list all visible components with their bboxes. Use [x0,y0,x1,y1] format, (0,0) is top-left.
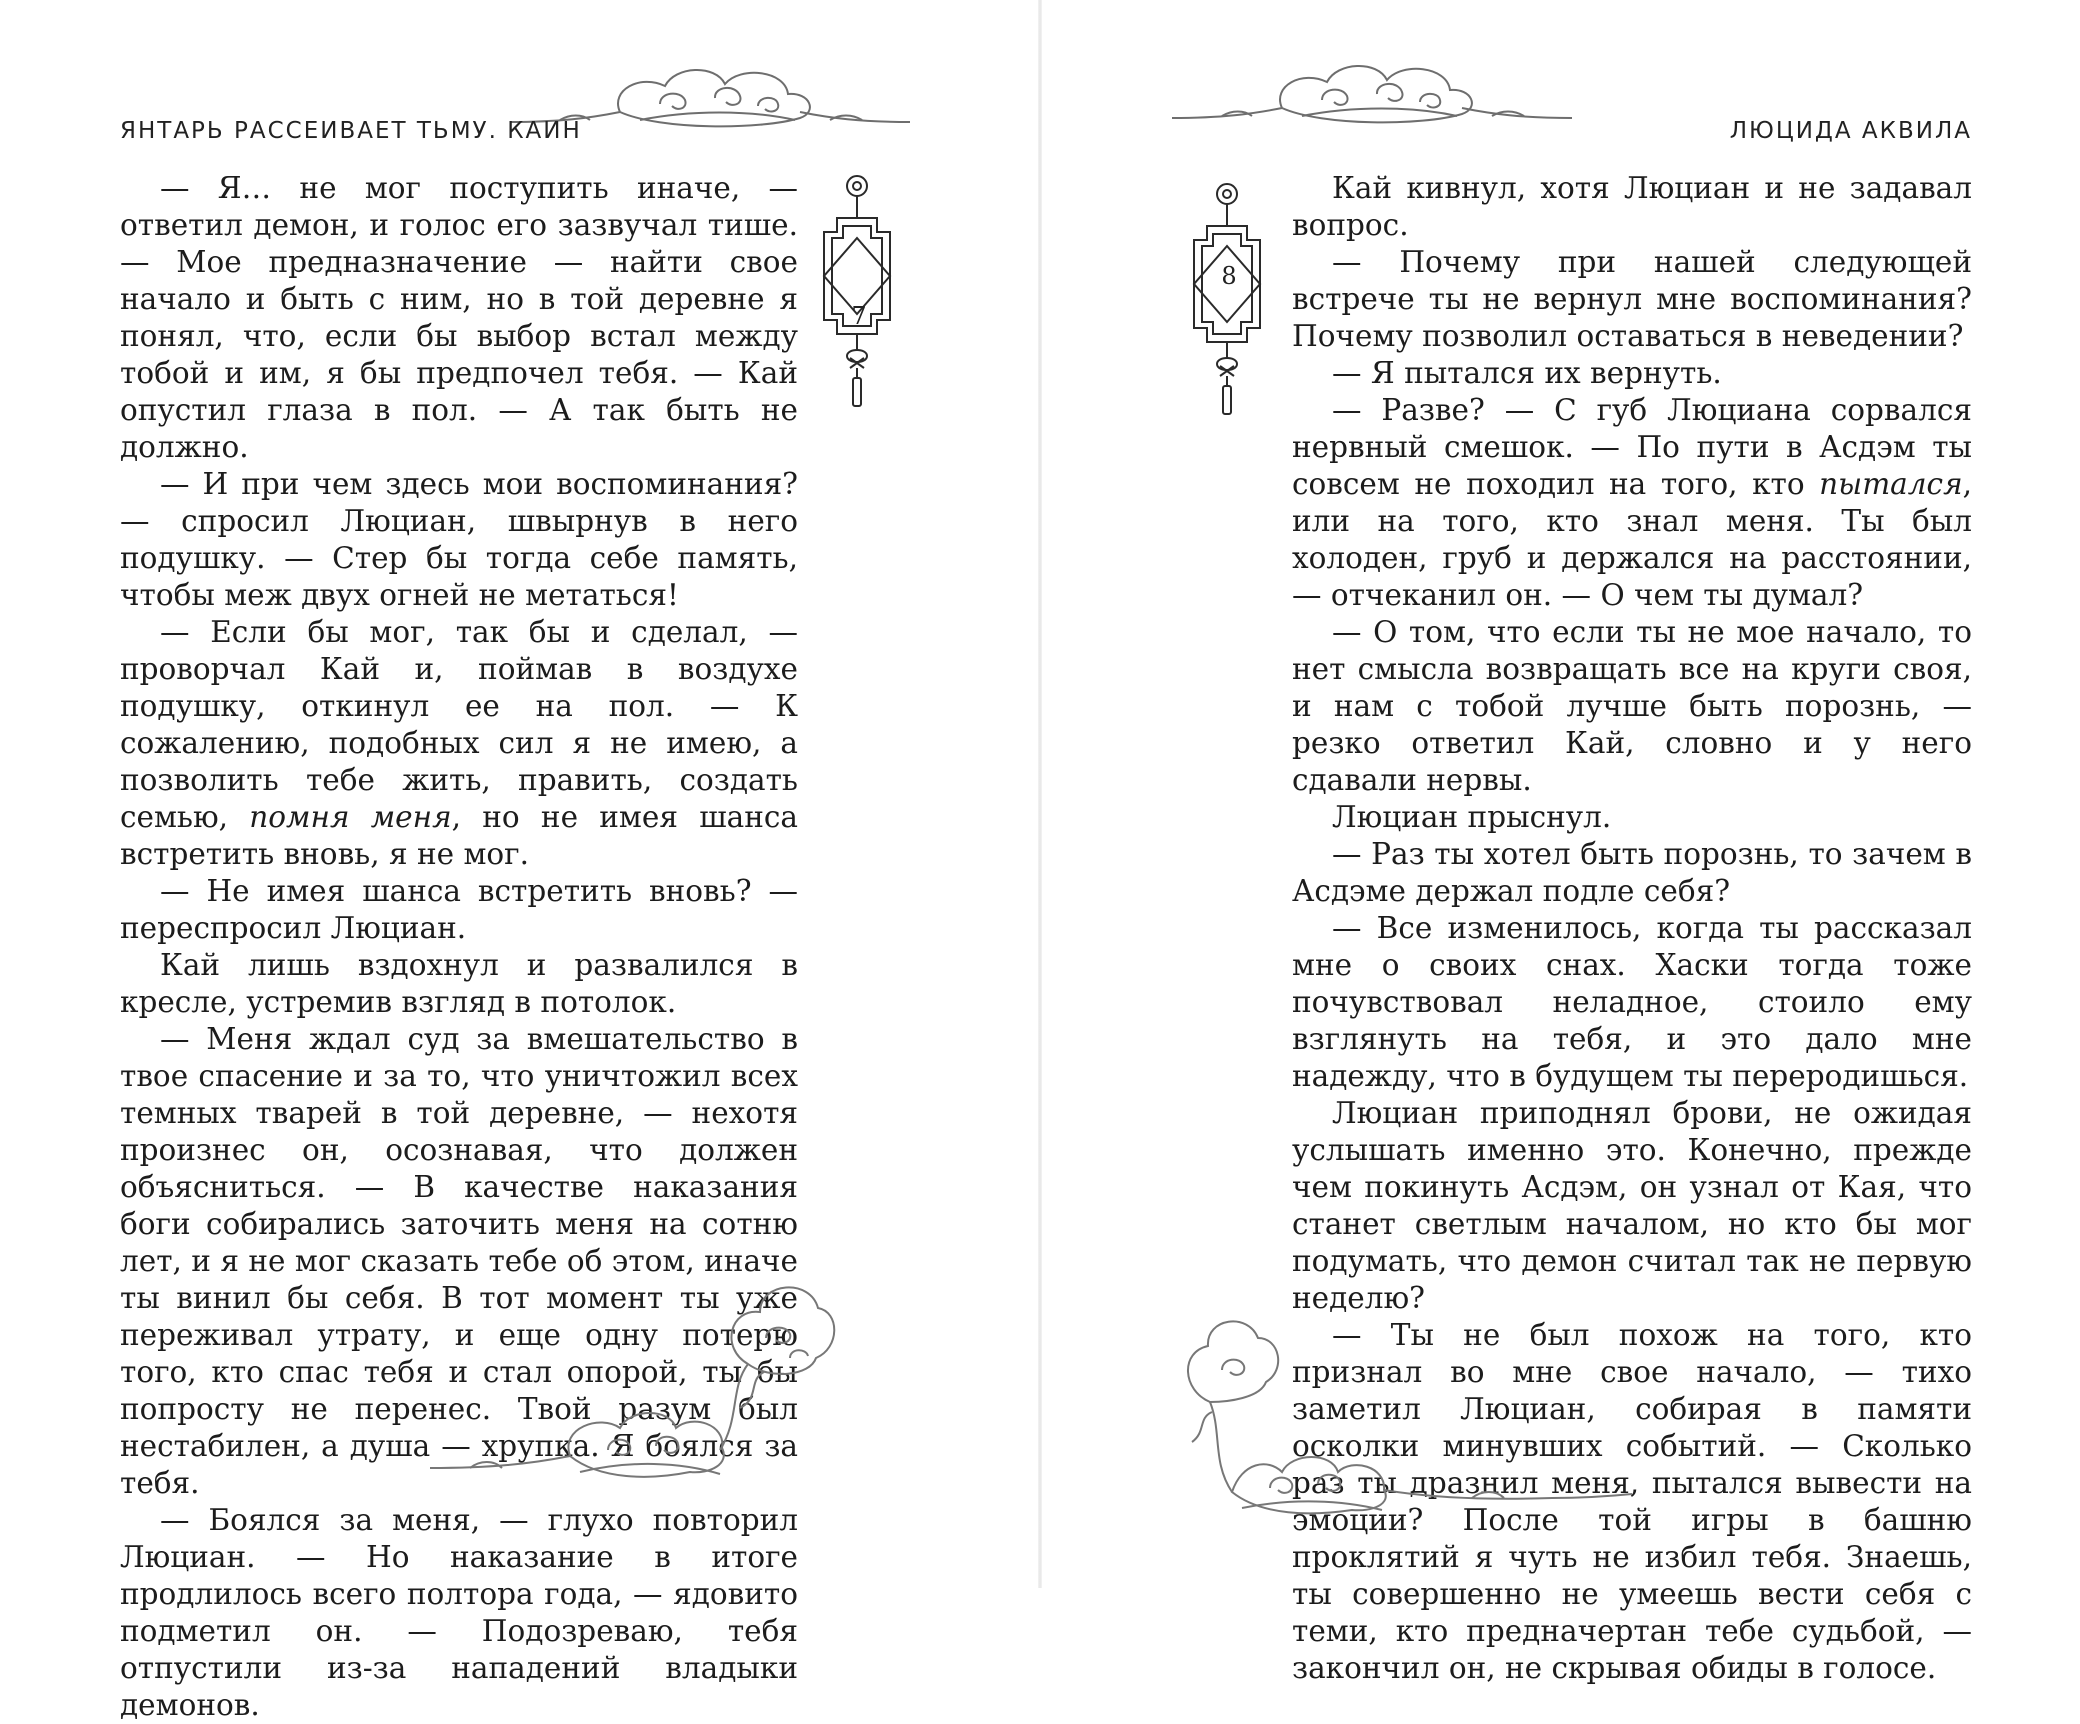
running-head: ЯНТАРЬ РАССЕИВАЕТ ТЬМУ. КАИН [120,118,582,144]
paragraph: — Раз ты хотел быть порознь, то зачем в Асдэме держал подле себя? [1292,837,1972,908]
paragraph: — И при чем здесь мои воспоминания? — спросил Люциан, швырнув в него подушку. — Стер бы тогда себе память, чтобы меж двух огней не метаться! [120,467,798,612]
paragraph [1292,392,1972,614]
paragraph: Люциан приподнял брови, не ожидая услышать именно это. Конечно, прежде чем покинуть Асдэм, он узнал от Кая, что станет светлым началом, но кто бы мог подумать, что демон считал так не первую неделю? [1292,1096,1972,1315]
paragraph: — Почему при нашей следующей встрече ты не вернул мне воспоминания? Почему позволил оставаться в неведении? [1292,245,1972,353]
italic-phrase: помня меня [249,800,452,834]
paragraph: Кай лишь вздохнул и развалился в кресле, устремив взгляд в потолок. [120,948,798,1019]
paragraph-text: — Разве? — С губ Люциана сорвался нервный смешок. — По пути в Асдэм ты совсем не походил на того, кто [1292,393,1972,501]
paragraph-text: , или на того, кто знал меня. Ты был холоден, груб и держался на расстоянии, — отчеканил он. — О чем ты думал? [1292,467,1972,612]
left-page [0,0,1038,1722]
cloud-ornament-corner-icon [430,1268,840,1528]
paragraph: — О том, что если ты не мое начало, то нет смысла возвращать все на круги своя, и нам с тобой лучше быть порознь, — резко ответил Кай, словно и у него сдавали нервы. [1292,615,1972,797]
paragraph: — Меня ждал суд за вмешательство в твое спасение и за то, что уничтожил всех темных тварей в той деревне, — нехотя произнес он, осознавая, что должен объясниться. — В качестве наказания боги собирались заточить меня на сотню лет, и я не мог сказать тебе об этом, иначе ты винил бы себя. В тот момент ты уже переживал утрату, и еще одну потерю того, кто спас тебя и стал опорой, ты бы попросту не перенес. Твой разум был нестабилен, а душа — хрупка. Я боялся за тебя. [120,1022,798,1500]
paragraph: — Ты не был похож на того, кто признал во мне свое начало, — тихо заметил Люциан, собирая в памяти осколки минувших событий. — Сколько раз ты дразнил меня, пытался вывести на эмоции? После той игры в башню проклятий я чуть не избил тебя. Знаешь, ты совершенно не умеешь вести себя с теми, кто предначертан тебе судьбой, — закончил он, не скрывая обиды в голосе. [1292,1318,1972,1685]
right-page [1042,0,2080,1685]
paragraph-text: , но не имея шанса встретить вновь, я не мог. [120,800,798,871]
page-number: 8 [1221,262,1237,290]
running-head: ЛЮЦИДА АКВИЛА [1729,118,1972,144]
paragraph: — Я… не мог поступить иначе, — ответил демон, и голос его зазвучал тише. — Мое предназначение — найти свое начало и быть с ним, но в той деревне я понял, что, если бы выбор встал между тобой и им, я бы предпочел тебя. — Кай опустил глаза в пол. — А так быть не должно. [120,171,798,464]
paragraph: — Не имея шанса встретить вновь? — переспросил Люциан. [120,874,798,945]
paragraph: — Я пытался их вернуть. [1332,356,1722,390]
cloud-ornament-top-icon [1162,56,1582,136]
pendant-ornament-icon [812,172,902,412]
page-number: 7 [851,302,867,330]
cloud-ornament-corner-icon [1172,1262,1632,1552]
paragraph: Кай кивнул, хотя Люциан и не задавал вопрос. [1292,171,1972,242]
paragraph: — Боялся за меня, — глухо повторил Люциан. — Но наказание в итоге продлилось всего полтора года, — ядовито подметил он. — Подозреваю, тебя отпустили из-за нападений владыки демонов. [120,1503,798,1722]
paragraph: Люциан прыснул. [1332,800,1612,834]
paragraph: — Все изменилось, когда ты рассказал мне о своих снах. Хаски тогда тоже почувствовал неладное, стоило ему взглянуть на тебя, и это дало мне надежду, что в будущем ты переродишься. [1292,911,1972,1093]
italic-phrase: пытался [1819,467,1963,501]
pendant-ornament-icon [1182,180,1272,420]
paragraph-text: — Если бы мог, так бы и сделал, — проворчал Кай и, поймав в воздухе подушку, откинул ее на пол. — К сожалению, подобных сил я не имею, а позволить тебе жить, править, создать семью, [120,615,798,834]
paragraph [120,614,798,873]
